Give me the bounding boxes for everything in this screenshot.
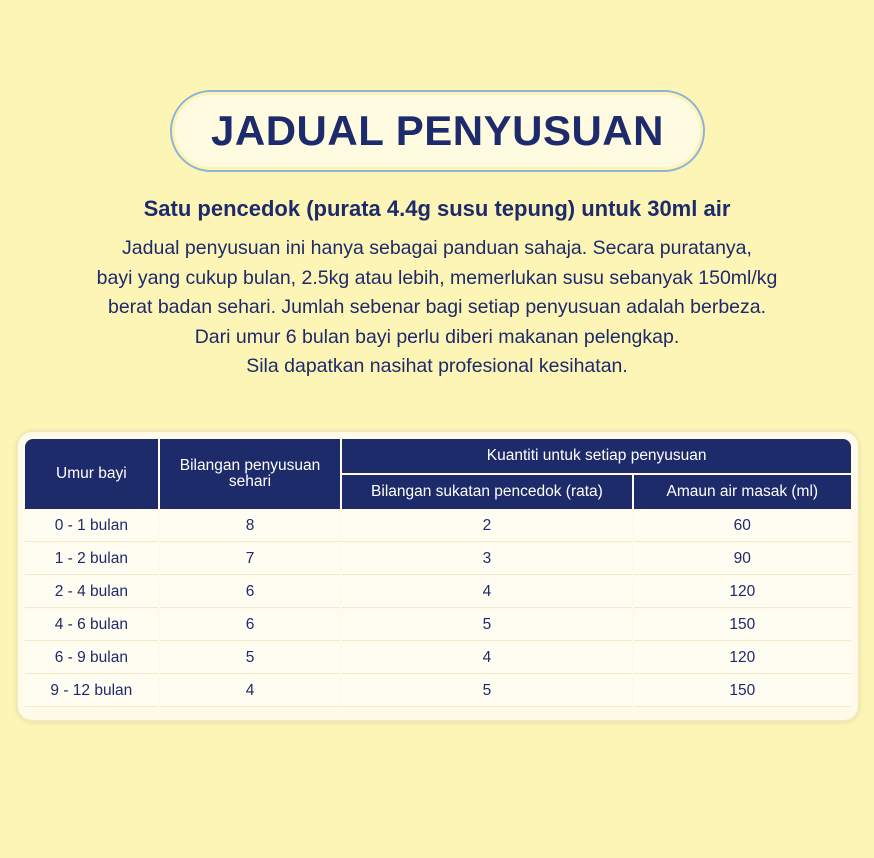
cell-feeds: 4	[160, 676, 341, 707]
cell-scoops: 5	[342, 676, 631, 707]
header-scoops: Bilangan sukatan pencedok (rata)	[342, 475, 631, 509]
cell-age: 9 - 12 bulan	[25, 676, 158, 707]
page-title: JADUAL PENYUSUAN	[211, 107, 664, 154]
cell-scoops: 4	[342, 643, 631, 674]
header-water: Amaun air masak (ml)	[634, 475, 851, 509]
cell-water: 60	[634, 511, 851, 542]
feeding-table-card	[18, 432, 858, 720]
table-row	[25, 511, 851, 542]
feeding-table	[23, 437, 853, 709]
header-age: Umur bayi	[25, 439, 158, 509]
cell-water: 150	[634, 610, 851, 641]
cell-age: 4 - 6 bulan	[25, 610, 158, 641]
cell-feeds: 6	[160, 577, 341, 608]
cell-age: 0 - 1 bulan	[25, 511, 158, 542]
subtitle: Satu pencedok (purata 4.4g susu tepung) untuk 30ml air	[143, 196, 731, 221]
header-feeds-per-day	[160, 439, 341, 509]
cell-water: 90	[634, 544, 851, 575]
cell-water: 120	[634, 643, 851, 674]
cell-feeds: 5	[160, 643, 341, 674]
table-row	[25, 544, 851, 575]
table-row	[25, 577, 851, 608]
cell-scoops: 3	[342, 544, 631, 575]
cell-water: 120	[634, 577, 851, 608]
cell-feeds: 8	[160, 511, 341, 542]
description-line: Dari umur 6 bulan bayi perlu diberi makanan pelengkap.	[194, 325, 680, 348]
cell-age: 2 - 4 bulan	[25, 577, 158, 608]
description-line: berat badan sehari. Jumlah sebenar bagi setiap penyusuan adalah berbeza.	[107, 296, 767, 318]
table-row	[25, 610, 851, 641]
cell-water: 150	[634, 676, 851, 707]
cell-scoops: 2	[342, 511, 631, 542]
table-row	[25, 676, 851, 707]
cell-scoops: 5	[342, 610, 631, 641]
description-line: bayi yang cukup bulan, 2.5kg atau lebih, memerlukan susu sebanyak 150ml/kg	[96, 266, 778, 289]
table-row	[25, 643, 851, 674]
header-quantity-group: Kuantiti untuk setiap penyusuan	[342, 439, 851, 473]
description-line: Jadual penyusuan ini hanya sebagai panduan sahaja. Secara puratanya,	[122, 237, 752, 259]
description-line: Sila dapatkan nasihat profesional kesihatan.	[246, 355, 628, 377]
title-pill	[170, 90, 705, 172]
header-feeds-line1: Bilangan penyusuan	[179, 456, 321, 474]
cell-age: 1 - 2 bulan	[25, 544, 158, 575]
cell-feeds: 6	[160, 610, 341, 641]
cell-scoops: 4	[342, 577, 631, 608]
header-feeds-line2: sehari	[228, 472, 272, 490]
cell-feeds: 7	[160, 544, 341, 575]
cell-age: 6 - 9 bulan	[25, 643, 158, 674]
description	[20, 234, 854, 382]
